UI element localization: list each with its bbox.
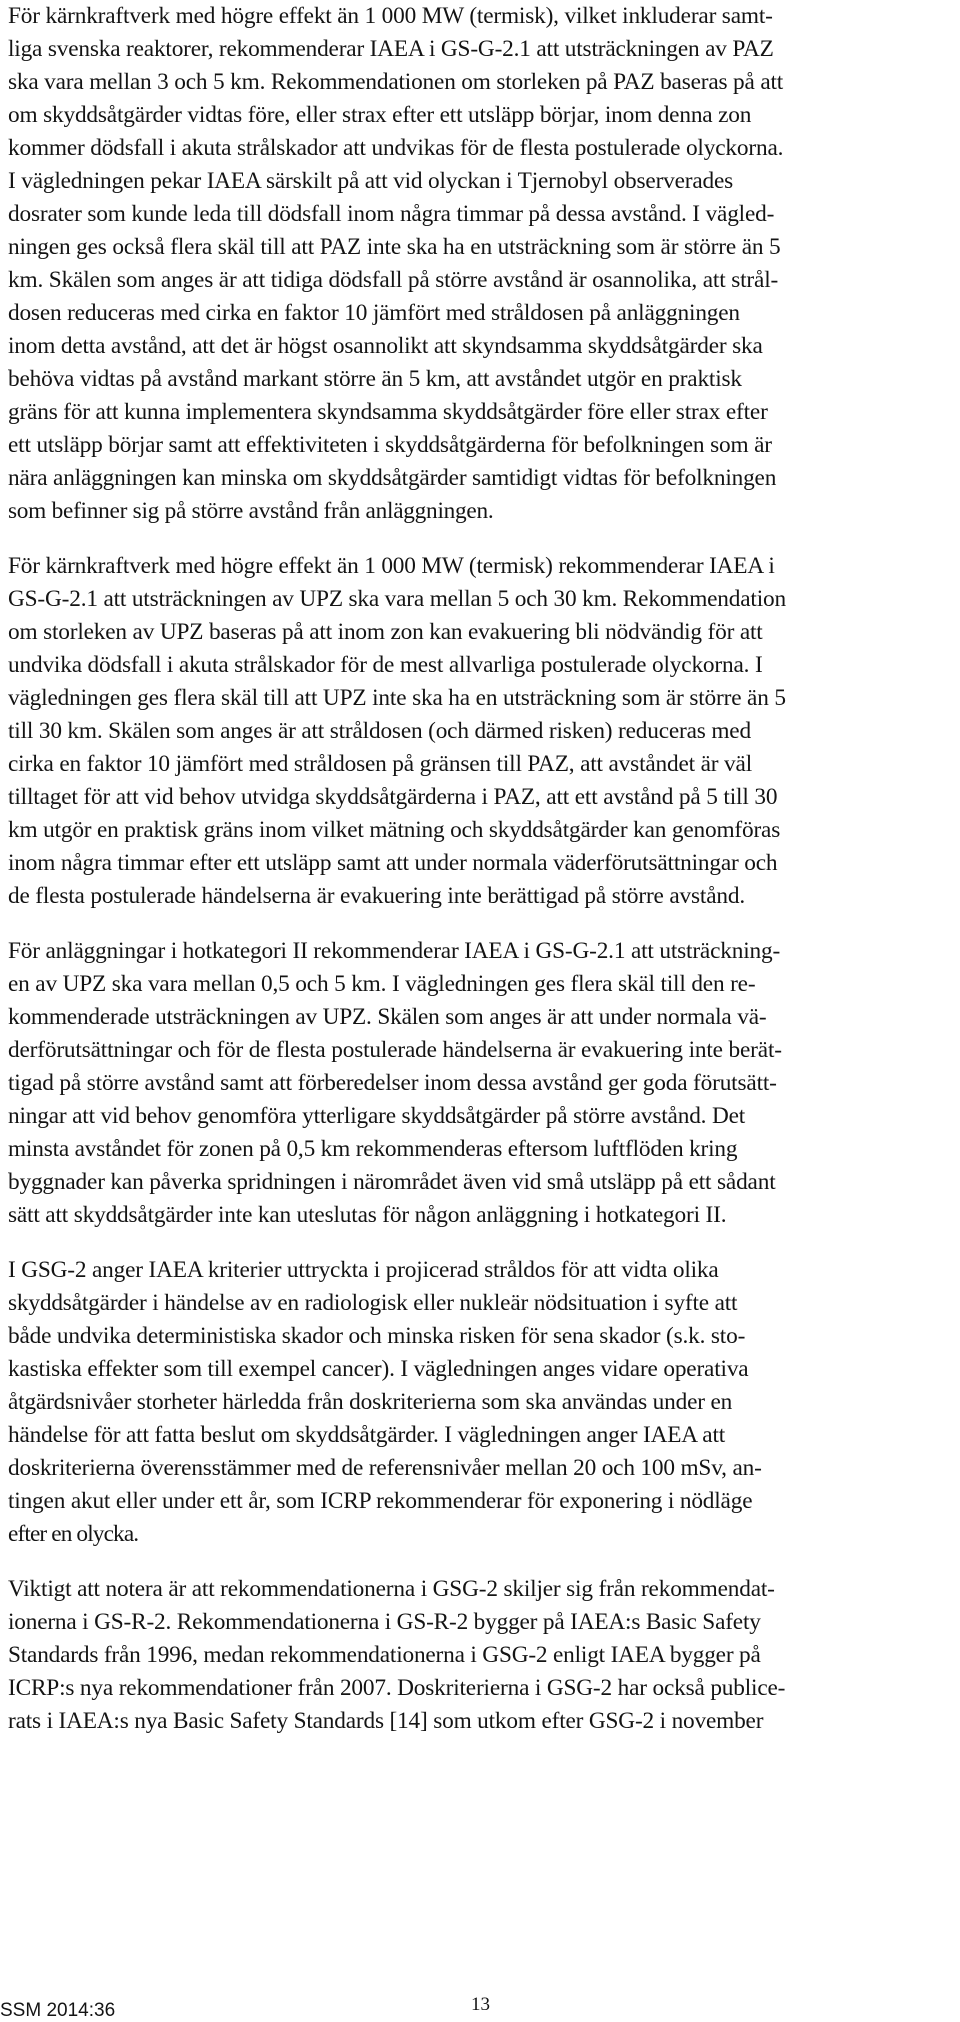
text-line: Standards från 1996, medan rekommendationerna i GSG-2 enligt IAEA bygger på: [8, 1642, 761, 1668]
text-line: dosrater som kunde leda till dödsfall inom några timmar på dessa avstånd. I vägled-: [8, 201, 775, 227]
text-line: nära anläggningen kan minska om skyddsåtgärder samtidigt vidtas för befolkningen: [8, 465, 777, 491]
text-line: skyddsåtgärder i händelse av en radiologisk eller nukleär nödsituation i syfte att: [8, 1290, 738, 1316]
text-line: tingen akut eller under ett år, som ICRP rekommenderar för exponering i nödläge: [8, 1488, 753, 1514]
text-line: kastiska effekter som till exempel cancer). I vägledningen anges vidare operativa: [8, 1356, 749, 1382]
text-line: behöva vidtas på avstånd markant större än 5 km, att avståndet utgör en praktisk: [8, 366, 742, 392]
text-line: Viktigt att notera är att rekommendationerna i GSG-2 skiljer sig från rekommendat-: [8, 1576, 775, 1602]
text-line: efter en olycka.: [8, 1521, 139, 1547]
text-line: tilltaget för att vid behov utvidga skyddsåtgärderna i PAZ, att ett avstånd på 5 till 30: [8, 784, 778, 810]
text-line: byggnader kan påverka spridningen i närområdet även vid små utsläpp på ett sådant: [8, 1169, 776, 1195]
page-number: 13: [471, 1994, 490, 2015]
paragraph: [8, 935, 960, 1232]
text-line: cirka en faktor 10 jämfört med stråldosen på gränsen till PAZ, att avståndet är väl: [8, 751, 753, 777]
paragraph-gap: [8, 1551, 960, 1573]
report-id: SSM 2014:36: [0, 2000, 116, 2021]
paragraph: [8, 1573, 960, 1738]
text-line: dosen reduceras med cirka en faktor 10 jämfört med stråldosen på anläggningen: [8, 300, 740, 326]
text-line: ningen ges också flera skäl till att PAZ inte ska ha en utsträckning som är större än 5: [8, 234, 781, 260]
text-line: undvika dödsfall i akuta strålskador för de mest allvarliga postulerade olyckorna. I: [8, 652, 763, 678]
text-line: minsta avståndet för zonen på 0,5 km rekommenderas eftersom luftflöden kring: [8, 1136, 738, 1162]
text-line: kommenderade utsträckningen av UPZ. Skälen som anges är att under normala vä-: [8, 1004, 767, 1030]
text-line: en av UPZ ska vara mellan 0,5 och 5 km. I vägledningen ges flera skäl till den re-: [8, 971, 756, 997]
text-line: som befinner sig på större avstånd från anläggningen.: [8, 498, 494, 524]
text-line: km utgör en praktisk gräns inom vilket mätning och skyddsåtgärder kan genomföras: [8, 817, 781, 843]
paragraph: [8, 550, 960, 913]
paragraph-gap: [8, 528, 960, 550]
paragraph-gap: [8, 1232, 960, 1254]
text-line: vägledningen ges flera skäl till att UPZ inte ska ha en utsträckning som är större än 5: [8, 685, 786, 711]
text-line: kommer dödsfall i akuta strålskador att undvikas för de flesta postulerade olyckorna.: [8, 135, 784, 161]
text-line: sätt att skyddsåtgärder inte kan uteslutas för någon anläggning i hotkategori II.: [8, 1202, 727, 1228]
text-line: GS-G-2.1 att utsträckningen av UPZ ska vara mellan 5 och 30 km. Rekommendation: [8, 586, 786, 612]
text-line: liga svenska reaktorer, rekommenderar IAEA i GS-G-2.1 att utsträckningen av PAZ: [8, 36, 774, 62]
text-line: För kärnkraftverk med högre effekt än 1 000 MW (termisk) rekommenderar IAEA i: [8, 553, 775, 579]
paragraph: [8, 0, 960, 528]
text-line: inom detta avstånd, att det är högst osannolikt att skyndsamma skyddsåtgärder ska: [8, 333, 763, 359]
text-line: om storleken av UPZ baseras på att inom zon kan evakuering bli nödvändig för att: [8, 619, 763, 645]
text-line: till 30 km. Skälen som anges är att stråldosen (och därmed risken) reduceras med: [8, 718, 751, 744]
text-line: För anläggningar i hotkategori II rekommenderar IAEA i GS-G-2.1 att utsträckning-: [8, 938, 781, 964]
text-line: ska vara mellan 3 och 5 km. Rekommendationen om storleken på PAZ baseras på att: [8, 69, 784, 95]
body-text: [8, 0, 960, 1738]
text-line: de flesta postulerade händelserna är evakuering inte berättigad på större avstånd.: [8, 883, 746, 909]
text-line: både undvika deterministiska skador och minska risken för sena skador (s.k. sto-: [8, 1323, 746, 1349]
text-line: inom några timmar efter ett utsläpp samt att under normala väderförutsättningar och: [8, 850, 778, 876]
text-line: rats i IAEA:s nya Basic Safety Standards [14] som utkom efter GSG-2 i november: [8, 1708, 764, 1734]
text-line: I GSG-2 anger IAEA kriterier uttryckta i projicerad stråldos för att vidta olika: [8, 1257, 719, 1283]
text-line: derförutsättningar och för de flesta postulerade händelserna är evakuering inte berät-: [8, 1037, 782, 1063]
paragraph: [8, 1254, 960, 1551]
text-line: I vägledningen pekar IAEA särskilt på att vid olyckan i Tjernobyl observerades: [8, 168, 734, 194]
text-line: om skyddsåtgärder vidtas före, eller strax efter ett utsläpp börjar, inom denna zon: [8, 102, 752, 128]
text-line: ningar att vid behov genomföra ytterligare skyddsåtgärder på större avstånd. Det: [8, 1103, 746, 1129]
text-line: doskriterierna överensstämmer med de referensnivåer mellan 20 och 100 mSv, an-: [8, 1455, 762, 1481]
text-line: ionerna i GS-R-2. Rekommendationerna i GS-R-2 bygger på IAEA:s Basic Safety: [8, 1609, 761, 1635]
text-line: ett utsläpp börjar samt att effektiviteten i skyddsåtgärderna för befolkningen som är: [8, 432, 772, 458]
text-line: tigad på större avstånd samt att förberedelser inom dessa avstånd ger goda förutsätt-: [8, 1070, 777, 1096]
text-line: km. Skälen som anges är att tidiga dödsfall på större avstånd är osannolika, att strål-: [8, 267, 779, 293]
text-line: åtgärdsnivåer storheter härledda från doskriterierna som ska användas under en: [8, 1389, 733, 1415]
text-line: ICRP:s nya rekommendationer från 2007. Doskriterierna i GSG-2 har också publice-: [8, 1675, 786, 1701]
text-line: För kärnkraftverk med högre effekt än 1 000 MW (termisk), vilket inkluderar samt-: [8, 3, 773, 29]
text-line: gräns för att kunna implementera skyndsamma skyddsåtgärder före eller strax efter: [8, 399, 768, 425]
paragraph-gap: [8, 913, 960, 935]
text-line: händelse för att fatta beslut om skyddsåtgärder. I vägledningen anger IAEA att: [8, 1422, 726, 1448]
